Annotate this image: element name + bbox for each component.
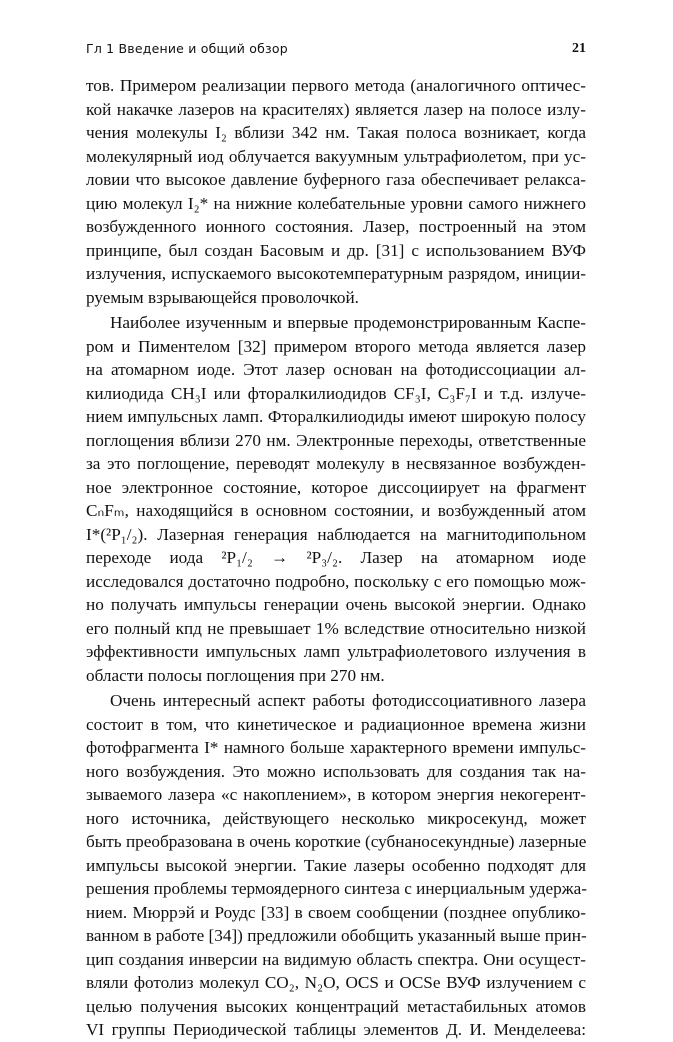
- text-line: исследовался достаточно подробно, поскольку с его помощью мож-: [86, 571, 586, 591]
- text-line: Очень интересный аспект работы фотодиссоциативного лазера: [110, 691, 586, 710]
- text-line: области полосы поглощения при 270 нм.: [86, 665, 385, 685]
- text-line: за это поглощение, переводят молекулу в несвязанное возбужден-: [86, 454, 586, 473]
- text-line: ванном в работе [34]) предложили обобщить указанный выше прин-: [86, 926, 587, 945]
- text-line: чения молекулы I₂ вблизи 342 нм. Такая полоса возникает, когда: [86, 123, 586, 142]
- text-line: ное электронное состояние, которое диссоциирует на фрагмент: [86, 477, 586, 497]
- body-text: [86, 74, 586, 1042]
- text-line: переходе иода ²P₁/₂ → ²P₃/₂. Лазер на атомарном иоде: [86, 548, 586, 567]
- text-line: нием импульсных ламп. Фторалкилиодиды имеют широкую полосу: [86, 407, 586, 426]
- text-line: возбужденного ионного состояния. Лазер, построенный на этом: [86, 217, 586, 236]
- page-header: [86, 41, 586, 61]
- text-line: целью получения высоких концентраций метастабильных атомов: [86, 996, 586, 1016]
- text-line: излучения, испускаемого высокотемпературным разрядом, иниции-: [86, 264, 586, 283]
- text-line: VI группы Периодической таблицы элементов Д. И. Менделеева:: [86, 1020, 586, 1039]
- text-line: ного возбуждения. Это можно использовать для создания так на-: [86, 761, 586, 781]
- text-line: принципе, был создан Басовым и др. [31] с использованием ВУФ: [86, 240, 586, 260]
- running-head: Гл 1 Введение и общий обзор: [86, 41, 288, 56]
- text-line: состоит в том, что кинетическое и радиационное времена жизни: [86, 714, 586, 734]
- text-line: но получать импульсы генерации очень высокой энергии. Однако: [86, 595, 586, 614]
- text-line: ного источника, действующего несколько микросекунд, может: [86, 808, 586, 828]
- text-line: решения проблемы термоядерного синтеза с инерциальным удержа-: [86, 879, 587, 898]
- text-line: фотофрагмента I* намного больше характерного времени импульс-: [86, 738, 586, 757]
- text-line: цип создания инверсии на видимую область спектра. Они осущест-: [86, 949, 586, 969]
- text-line: быть преобразована в очень короткие (субнаносекундные) лазерные: [86, 832, 587, 851]
- text-line: ловии что высокое давление буферного газа обеспечивает релакса-: [86, 170, 586, 189]
- text-line: импульсы высокой энергии. Такие лазеры особенно подходят для: [86, 855, 586, 875]
- text-line: кой накачке лазеров на красителях) является лазер на полосе излу-: [86, 99, 586, 119]
- text-line: CₙFₘ, находящийся в основном состоянии, и возбужденный атом: [86, 501, 586, 520]
- text-line: цию молекул I₂* на нижние колебательные уровни самого нижнего: [86, 193, 586, 213]
- text-line: зываемого лазера «с накоплением», в котором энергия некогерент-: [86, 785, 586, 804]
- text-line: молекулярный иод облучается вакуумным ультрафиолетом, при ус-: [86, 146, 586, 166]
- text-line: его полный кпд не превышает 1% вследствие относительно низкой: [86, 618, 586, 638]
- text-line: на атомарном иоде. Этот лазер основан на фотодиссоциации ал-: [86, 360, 586, 379]
- text-line: килиодида CH₃I или фторалкилиодидов CF₃I, C₃F₇I и т.д. излуче-: [86, 383, 586, 403]
- text-line: ром и Пиментелом [32] примером второго метода является лазер: [86, 336, 586, 356]
- text-line: нием. Мюррэй и Роудс [33] в своем сообщении (позднее опублико-: [86, 902, 586, 922]
- text-line: эффективности импульсных ламп ультрафиолетового излучения в: [86, 642, 586, 661]
- text-line: I*(²P₁/₂). Лазерная генерация наблюдается на магнитодипольном: [86, 524, 586, 544]
- text-line: вляли фотолиз молекул CO₂, N₂O, OCS и OCSe ВУФ излучением с: [86, 973, 586, 992]
- text-line: Наиболее изученным и впервые продемонстрированным Каспе-: [110, 313, 586, 332]
- text-line: тов. Примером реализации первого метода (аналогичного оптичес-: [86, 76, 586, 95]
- page-number: 21: [572, 41, 586, 56]
- text-line: поглощения вблизи 270 нм. Электронные переходы, ответственные: [86, 430, 586, 450]
- text-line: руемым взрывающейся проволочкой.: [86, 287, 359, 307]
